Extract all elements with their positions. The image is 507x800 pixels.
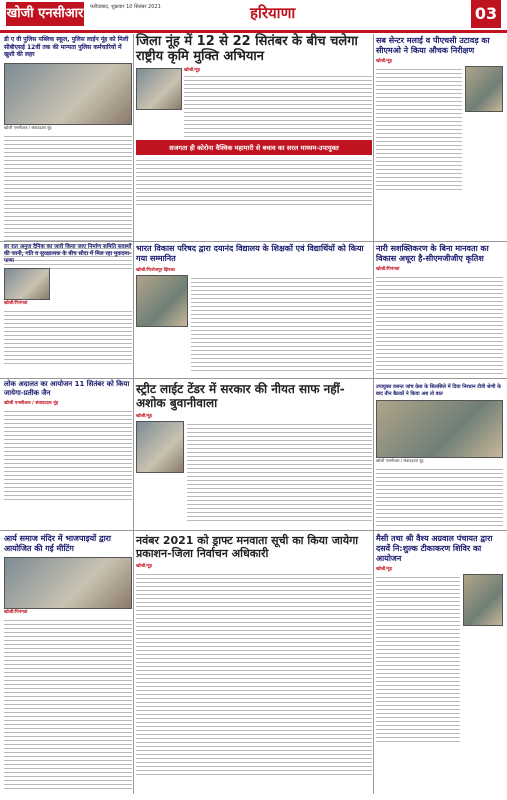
story-12-body (376, 574, 460, 744)
story-2-byline: खोजी/नूंह (184, 68, 200, 73)
story-5 (136, 244, 372, 371)
story-9-headline: उपायुक्त वसन्त जांच केस के सिलसिले में दिया निरधान टीवी श्रेणी के बाद तीन बैठकों ने किया अब तो बात (376, 384, 501, 397)
story-10-photo (4, 557, 132, 609)
row-divider (0, 530, 507, 531)
story-12-headline: मैसी तथा श्री वैश्य अग्रवाल पंचायत द्वारा दसवें नि:शुल्क टीकाकरण शिविर का आयोजन (376, 534, 493, 563)
story-7-headline: लोक अदालत का आयोजन 11 सितंबर को किया जायेगा-प्रतीक जैन (4, 380, 130, 397)
story-8-body (187, 421, 372, 521)
story-8-byline: खोजी/नूंह (136, 414, 152, 419)
story-9-photo (376, 400, 503, 458)
section-title: हरियाणा (250, 4, 296, 22)
story-3 (376, 36, 503, 191)
story-2-photo (136, 68, 182, 110)
story-12-byline: खोजी/नूंह (376, 567, 392, 572)
story-3-headline: सब सेन्टर मलाई व पीएचसी उटावड़ का सीएमओ ने किया औचक निरीक्षण (376, 36, 490, 55)
story-1-photo (4, 63, 132, 125)
story-3-body (376, 66, 462, 191)
story-1-caption: खोजी एनसीआर / संवाददाता नूंह (4, 124, 52, 130)
story-5-headline: भारत विकास परिषद द्वारा दयानंद विद्यालय के शिक्षकों एवं विद्यार्थियों को किया गया सम्मानित (136, 244, 364, 263)
story-2 (136, 34, 372, 205)
story-8 (136, 382, 372, 521)
dateline: फरीदाबाद, शुक्रवार 10 सितंबर 2021 (90, 4, 161, 10)
story-2-subhead: सजगता ही कोरोना वैश्विक महामारी से बचाव का सरल माध्यम-उपायुक्त (136, 140, 372, 155)
story-7-body (4, 408, 132, 500)
story-7-byline: खोजी एनसीआर / संवाददाता नूंह (4, 401, 59, 406)
story-11-byline: खोजी/नूंह (136, 564, 152, 569)
story-5-photo (136, 275, 188, 327)
story-2-headline: जिला नूंह में 12 से 22 सितंबर के बीच चलेगा राष्ट्रीय कृमि मुक्ति अभियान (136, 34, 358, 64)
story-4-photo (4, 268, 50, 300)
story-2-body (184, 73, 372, 137)
page-number: 03 (471, 0, 501, 28)
column-divider (373, 34, 374, 794)
story-11 (136, 534, 372, 776)
story-6-headline: नारी सशक्तिकरण के बिना मानवता का विकास अधूरा है-सीएमजीजीए कृतिश (376, 244, 489, 263)
story-11-body (136, 571, 372, 776)
story-4-headline: डर रात अनुज दैनिक का जारी किया जाए निर्माण समिति सदस्यों की जानी, गति व सुरक्षात्मक के बीच सौदा में मिल रहा मुकदमा-पाणा (4, 244, 132, 264)
row-divider (0, 241, 507, 242)
newspaper-logo: खोजी एनसीआर (6, 2, 84, 26)
story-3-byline: खोजी/नूंह (376, 59, 392, 64)
story-4-byline: खोजी/पिनंगवां (4, 301, 28, 306)
story-8-headline: स्ट्रीट लाईट टेंडर में सरकार की नीयत साफ नहीं-अशोक बुवानीवाला (136, 382, 345, 410)
story-7 (4, 380, 132, 500)
story-9-body (376, 466, 503, 528)
story-5-byline: खोजी/फिरोजपुर झिरका (136, 268, 175, 273)
story-8-photo (136, 421, 184, 473)
story-1-headline: डी ए वी पुलिस पब्लिक स्कूल, पुलिस लाईन नूंह को मिली सीबीएसई 12वीं तक की मान्यता पुलिस कर्मचारियों में खुशी की लहर (4, 36, 129, 58)
story-12-photo (463, 574, 503, 626)
story-9-caption: खोजी एनसीआर / संवाददाता नूंह (376, 458, 424, 463)
story-6 (376, 244, 503, 374)
story-1 (4, 36, 132, 271)
story-11-headline: नवंबर 2021 को ड्राफ्ट मनवाता सूची का किया जायेगा प्रकाशन-जिला निर्वाचन अधिकारी (136, 534, 359, 560)
story-3-photo (465, 66, 503, 112)
story-4-body (4, 308, 132, 366)
story-10-body (4, 617, 132, 789)
story-10-byline: खोजी/पिनंगवां (4, 610, 28, 615)
column-divider (133, 34, 134, 794)
story-6-body (376, 274, 503, 374)
row-divider (0, 378, 507, 379)
masthead (0, 0, 507, 33)
story-9 (376, 384, 503, 528)
story-2-subbody (136, 157, 372, 205)
story-10 (4, 534, 132, 789)
story-10-headline: आर्य समाज मंदिर में भाजपाइयों द्वारा आयोजित की गई मीटिंग (4, 534, 112, 553)
story-5-body (191, 275, 372, 371)
story-6-byline: खोजी/पिनंगवां (376, 267, 400, 272)
story-12 (376, 534, 503, 744)
story-4 (4, 244, 132, 366)
